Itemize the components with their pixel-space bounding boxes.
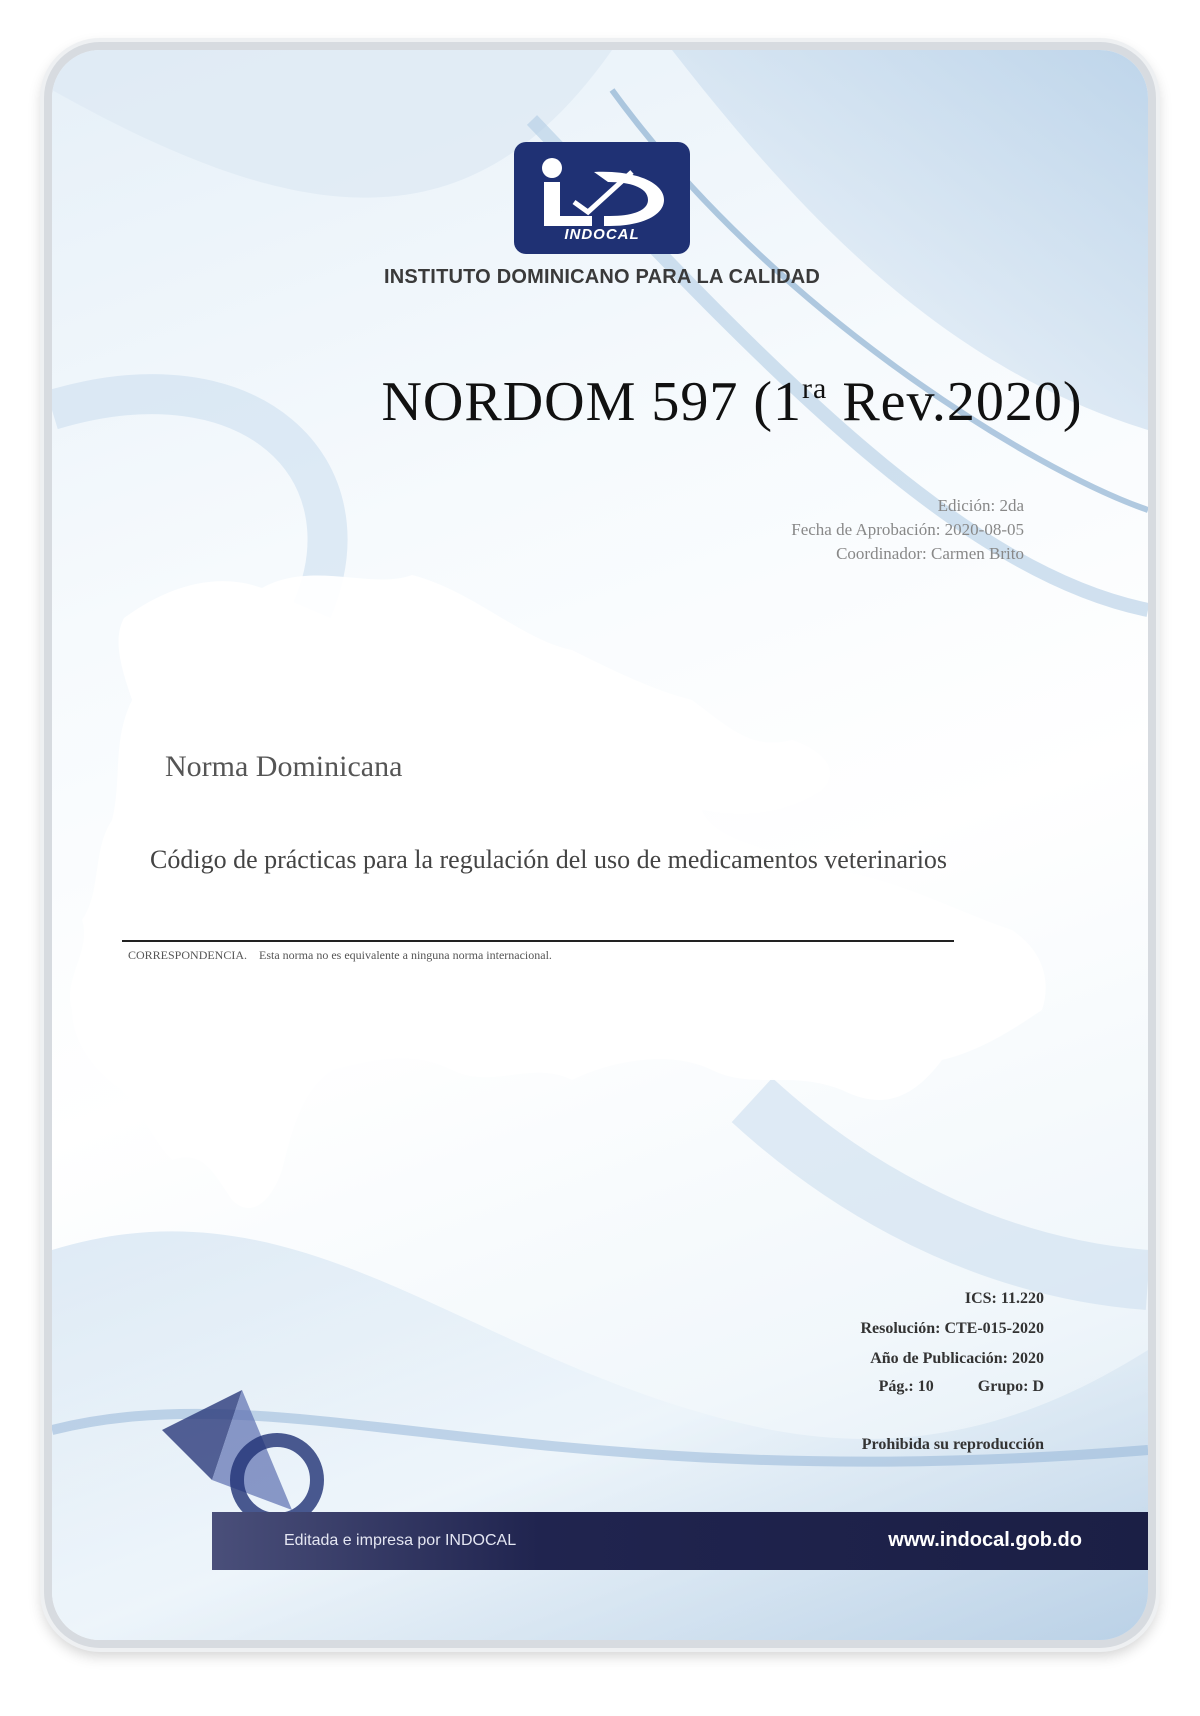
map-silhouette <box>70 575 1046 1208</box>
reproduction-notice: Prohibida su reproducción <box>861 1436 1044 1453</box>
norma-label: Norma Dominicana <box>165 750 403 783</box>
norm-subject: Código de prácticas para la regulación del uso de medicamentos veterinarios <box>150 845 948 874</box>
divider <box>122 940 954 942</box>
edition: Edición: 2da <box>937 496 1024 515</box>
coordinator: Coordinador: Carmen Brito <box>836 544 1024 563</box>
ics: ICS: 11.220 <box>964 1290 1044 1307</box>
footer-bar <box>212 1512 1148 1570</box>
cover-page <box>52 50 1148 1640</box>
publisher-note: Editada e impresa por INDOCAL <box>284 1532 517 1549</box>
website-link[interactable]: www.indocal.gob.do <box>888 1529 1082 1551</box>
document-title: NORDOM 597 ($1^{ra}$ Rev.2020) <box>381 371 1083 433</box>
institute-name: INSTITUTO DOMINICANO PARA LA CALIDAD <box>383 266 821 288</box>
publication-year: Año de Publicación: 2020 <box>870 1350 1044 1367</box>
resolution: Resolución: CTE-015-2020 <box>860 1320 1044 1337</box>
approval-date: Fecha de Aprobación: 2020-08-05 <box>791 520 1024 539</box>
indocal-logo <box>514 142 690 254</box>
title-superscript: ra <box>802 372 828 405</box>
correspondence: CORRESPONDENCIA. Esta norma no es equivalente a ninguna norma internacional. <box>128 948 552 962</box>
logo-text: INDOCAL <box>564 226 640 243</box>
page-group: Pág.: 10 Grupo: D <box>878 1378 1044 1395</box>
